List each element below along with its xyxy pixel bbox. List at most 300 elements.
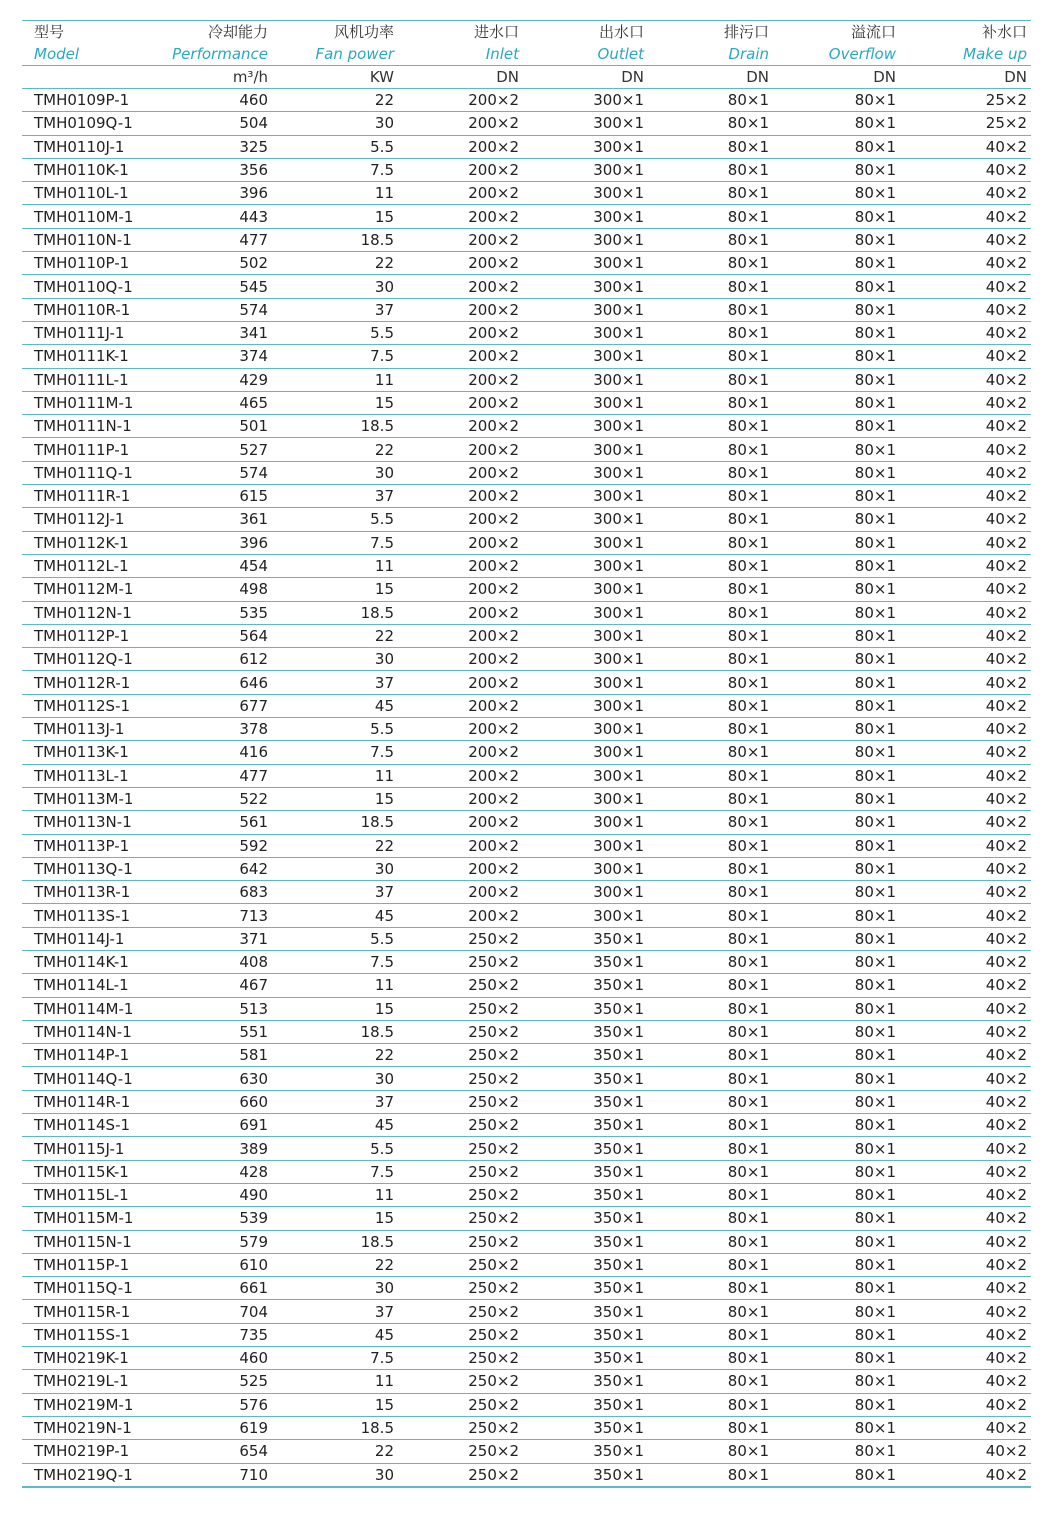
fan-power-cell: 18.5	[272, 1230, 398, 1253]
makeup-cell: 40×2	[900, 857, 1031, 880]
performance-cell: 498	[150, 578, 272, 601]
makeup-cell: 40×2	[900, 158, 1031, 181]
performance-cell: 325	[150, 135, 272, 158]
performance-cell: 429	[150, 368, 272, 391]
table-row	[22, 158, 1031, 181]
overflow-cell: 80×1	[773, 1183, 900, 1206]
drain-cell: 80×1	[648, 89, 773, 112]
performance-cell: 454	[150, 554, 272, 577]
fan-power-cell: 5.5	[272, 321, 398, 344]
overflow-cell: 80×1	[773, 508, 900, 531]
outlet-cell: 350×1	[523, 997, 648, 1020]
table-row	[22, 741, 1031, 764]
header-row-units	[22, 66, 1031, 89]
table-row	[22, 997, 1031, 1020]
outlet-cell: 300×1	[523, 321, 648, 344]
header-row-chinese	[22, 21, 1031, 44]
fan-power-cell: 11	[272, 1370, 398, 1393]
fan-power-cell: 18.5	[272, 228, 398, 251]
model-cell: TMH0113K-1	[22, 741, 150, 764]
table-row	[22, 671, 1031, 694]
makeup-cell: 40×2	[900, 718, 1031, 741]
performance-cell: 428	[150, 1160, 272, 1183]
makeup-cell: 40×2	[900, 531, 1031, 554]
performance-cell: 691	[150, 1114, 272, 1137]
performance-cell: 660	[150, 1090, 272, 1113]
header-drain-en: Drain	[648, 43, 773, 66]
table-row	[22, 368, 1031, 391]
fan-power-cell: 30	[272, 1463, 398, 1487]
table-row	[22, 1207, 1031, 1230]
model-cell: TMH0113Q-1	[22, 857, 150, 880]
drain-cell: 80×1	[648, 764, 773, 787]
model-cell: TMH0115Q-1	[22, 1277, 150, 1300]
drain-cell: 80×1	[648, 741, 773, 764]
drain-cell: 80×1	[648, 927, 773, 950]
overflow-cell: 80×1	[773, 89, 900, 112]
inlet-cell: 250×2	[398, 1370, 523, 1393]
inlet-cell: 200×2	[398, 135, 523, 158]
table-row	[22, 321, 1031, 344]
fan-power-cell: 11	[272, 974, 398, 997]
model-cell: TMH0112N-1	[22, 601, 150, 624]
inlet-cell: 200×2	[398, 881, 523, 904]
makeup-cell: 40×2	[900, 578, 1031, 601]
outlet-cell: 300×1	[523, 881, 648, 904]
drain-cell: 80×1	[648, 228, 773, 251]
outlet-cell: 350×1	[523, 1090, 648, 1113]
model-cell: TMH0112M-1	[22, 578, 150, 601]
overflow-cell: 80×1	[773, 1067, 900, 1090]
overflow-cell: 80×1	[773, 1300, 900, 1323]
fan-power-cell: 7.5	[272, 741, 398, 764]
unit-outlet: DN	[523, 66, 648, 89]
inlet-cell: 200×2	[398, 601, 523, 624]
model-cell: TMH0110N-1	[22, 228, 150, 251]
inlet-cell: 200×2	[398, 368, 523, 391]
table-row	[22, 1114, 1031, 1137]
table-row	[22, 927, 1031, 950]
makeup-cell: 40×2	[900, 252, 1031, 275]
drain-cell: 80×1	[648, 135, 773, 158]
inlet-cell: 200×2	[398, 461, 523, 484]
fan-power-cell: 15	[272, 1393, 398, 1416]
outlet-cell: 300×1	[523, 648, 648, 671]
fan-power-cell: 11	[272, 368, 398, 391]
header-drain-cn: 排污口	[648, 21, 773, 44]
inlet-cell: 200×2	[398, 112, 523, 135]
outlet-cell: 300×1	[523, 531, 648, 554]
drain-cell: 80×1	[648, 1207, 773, 1230]
table-row	[22, 182, 1031, 205]
drain-cell: 80×1	[648, 881, 773, 904]
inlet-cell: 250×2	[398, 1440, 523, 1463]
makeup-cell: 40×2	[900, 904, 1031, 927]
fan-power-cell: 45	[272, 904, 398, 927]
drain-cell: 80×1	[648, 508, 773, 531]
inlet-cell: 250×2	[398, 1277, 523, 1300]
inlet-cell: 200×2	[398, 834, 523, 857]
model-cell: TMH0110J-1	[22, 135, 150, 158]
performance-cell: 502	[150, 252, 272, 275]
outlet-cell: 350×1	[523, 1044, 648, 1067]
performance-cell: 341	[150, 321, 272, 344]
inlet-cell: 200×2	[398, 438, 523, 461]
overflow-cell: 80×1	[773, 1253, 900, 1276]
makeup-cell: 40×2	[900, 1183, 1031, 1206]
makeup-cell: 40×2	[900, 1416, 1031, 1439]
overflow-cell: 80×1	[773, 228, 900, 251]
fan-power-cell: 18.5	[272, 415, 398, 438]
performance-cell: 561	[150, 811, 272, 834]
makeup-cell: 40×2	[900, 345, 1031, 368]
overflow-cell: 80×1	[773, 1090, 900, 1113]
makeup-cell: 40×2	[900, 321, 1031, 344]
makeup-cell: 40×2	[900, 834, 1031, 857]
performance-cell: 581	[150, 1044, 272, 1067]
inlet-cell: 250×2	[398, 997, 523, 1020]
table-row	[22, 624, 1031, 647]
header-fan-power-cn: 风机功率	[272, 21, 398, 44]
model-cell: TMH0114Q-1	[22, 1067, 150, 1090]
overflow-cell: 80×1	[773, 1020, 900, 1043]
performance-cell: 576	[150, 1393, 272, 1416]
unit-fan-power: KW	[272, 66, 398, 89]
fan-power-cell: 30	[272, 857, 398, 880]
makeup-cell: 40×2	[900, 438, 1031, 461]
overflow-cell: 80×1	[773, 904, 900, 927]
drain-cell: 80×1	[648, 1090, 773, 1113]
drain-cell: 80×1	[648, 578, 773, 601]
outlet-cell: 350×1	[523, 1137, 648, 1160]
fan-power-cell: 18.5	[272, 601, 398, 624]
performance-cell: 564	[150, 624, 272, 647]
overflow-cell: 80×1	[773, 1323, 900, 1346]
table-row	[22, 950, 1031, 973]
fan-power-cell: 7.5	[272, 950, 398, 973]
outlet-cell: 350×1	[523, 1370, 648, 1393]
inlet-cell: 250×2	[398, 1090, 523, 1113]
overflow-cell: 80×1	[773, 1463, 900, 1487]
makeup-cell: 40×2	[900, 554, 1031, 577]
outlet-cell: 350×1	[523, 1323, 648, 1346]
outlet-cell: 300×1	[523, 158, 648, 181]
inlet-cell: 250×2	[398, 1044, 523, 1067]
drain-cell: 80×1	[648, 624, 773, 647]
makeup-cell: 40×2	[900, 624, 1031, 647]
model-cell: TMH0114J-1	[22, 927, 150, 950]
unit-inlet: DN	[398, 66, 523, 89]
inlet-cell: 200×2	[398, 554, 523, 577]
outlet-cell: 350×1	[523, 1067, 648, 1090]
fan-power-cell: 30	[272, 1067, 398, 1090]
overflow-cell: 80×1	[773, 624, 900, 647]
performance-cell: 465	[150, 391, 272, 414]
inlet-cell: 200×2	[398, 182, 523, 205]
fan-power-cell: 7.5	[272, 158, 398, 181]
outlet-cell: 350×1	[523, 1463, 648, 1487]
header-makeup-cn: 补水口	[900, 21, 1031, 44]
makeup-cell: 40×2	[900, 601, 1031, 624]
overflow-cell: 80×1	[773, 182, 900, 205]
overflow-cell: 80×1	[773, 438, 900, 461]
fan-power-cell: 7.5	[272, 1160, 398, 1183]
overflow-cell: 80×1	[773, 1207, 900, 1230]
header-outlet-cn: 出水口	[523, 21, 648, 44]
fan-power-cell: 22	[272, 438, 398, 461]
fan-power-cell: 37	[272, 1300, 398, 1323]
drain-cell: 80×1	[648, 112, 773, 135]
model-cell: TMH0114S-1	[22, 1114, 150, 1137]
makeup-cell: 40×2	[900, 1067, 1031, 1090]
inlet-cell: 250×2	[398, 1230, 523, 1253]
table-row	[22, 1044, 1031, 1067]
outlet-cell: 350×1	[523, 1020, 648, 1043]
inlet-cell: 250×2	[398, 1463, 523, 1487]
inlet-cell: 200×2	[398, 415, 523, 438]
makeup-cell: 40×2	[900, 391, 1031, 414]
inlet-cell: 250×2	[398, 1160, 523, 1183]
makeup-cell: 40×2	[900, 1370, 1031, 1393]
drain-cell: 80×1	[648, 1183, 773, 1206]
table-row	[22, 811, 1031, 834]
outlet-cell: 300×1	[523, 252, 648, 275]
performance-cell: 677	[150, 694, 272, 717]
overflow-cell: 80×1	[773, 275, 900, 298]
inlet-cell: 200×2	[398, 158, 523, 181]
outlet-cell: 300×1	[523, 764, 648, 787]
outlet-cell: 300×1	[523, 578, 648, 601]
table-row	[22, 1137, 1031, 1160]
overflow-cell: 80×1	[773, 298, 900, 321]
model-cell: TMH0114R-1	[22, 1090, 150, 1113]
overflow-cell: 80×1	[773, 135, 900, 158]
outlet-cell: 350×1	[523, 1440, 648, 1463]
header-model-cn: 型号	[22, 21, 150, 44]
overflow-cell: 80×1	[773, 1160, 900, 1183]
overflow-cell: 80×1	[773, 252, 900, 275]
performance-cell: 592	[150, 834, 272, 857]
table-row	[22, 904, 1031, 927]
outlet-cell: 350×1	[523, 1277, 648, 1300]
outlet-cell: 300×1	[523, 624, 648, 647]
table-row	[22, 1370, 1031, 1393]
makeup-cell: 40×2	[900, 671, 1031, 694]
makeup-cell: 40×2	[900, 950, 1031, 973]
table-row	[22, 974, 1031, 997]
inlet-cell: 250×2	[398, 1393, 523, 1416]
inlet-cell: 200×2	[398, 718, 523, 741]
table-row	[22, 1416, 1031, 1439]
makeup-cell: 40×2	[900, 1020, 1031, 1043]
makeup-cell: 40×2	[900, 182, 1031, 205]
outlet-cell: 350×1	[523, 1183, 648, 1206]
table-row	[22, 508, 1031, 531]
overflow-cell: 80×1	[773, 927, 900, 950]
model-cell: TMH0110R-1	[22, 298, 150, 321]
outlet-cell: 300×1	[523, 508, 648, 531]
overflow-cell: 80×1	[773, 345, 900, 368]
outlet-cell: 300×1	[523, 135, 648, 158]
table-row	[22, 1277, 1031, 1300]
inlet-cell: 200×2	[398, 275, 523, 298]
drain-cell: 80×1	[648, 1044, 773, 1067]
fan-power-cell: 30	[272, 112, 398, 135]
fan-power-cell: 18.5	[272, 811, 398, 834]
inlet-cell: 250×2	[398, 1020, 523, 1043]
table-row	[22, 718, 1031, 741]
model-cell: TMH0112Q-1	[22, 648, 150, 671]
overflow-cell: 80×1	[773, 1393, 900, 1416]
outlet-cell: 300×1	[523, 438, 648, 461]
makeup-cell: 40×2	[900, 1044, 1031, 1067]
performance-cell: 551	[150, 1020, 272, 1043]
fan-power-cell: 11	[272, 764, 398, 787]
inlet-cell: 200×2	[398, 391, 523, 414]
makeup-cell: 40×2	[900, 1277, 1031, 1300]
drain-cell: 80×1	[648, 1230, 773, 1253]
fan-power-cell: 18.5	[272, 1020, 398, 1043]
model-cell: TMH0112K-1	[22, 531, 150, 554]
makeup-cell: 40×2	[900, 1230, 1031, 1253]
table-row	[22, 648, 1031, 671]
performance-cell: 460	[150, 89, 272, 112]
overflow-cell: 80×1	[773, 787, 900, 810]
inlet-cell: 200×2	[398, 321, 523, 344]
fan-power-cell: 11	[272, 554, 398, 577]
table-row	[22, 485, 1031, 508]
model-cell: TMH0114K-1	[22, 950, 150, 973]
model-cell: TMH0113N-1	[22, 811, 150, 834]
outlet-cell: 350×1	[523, 974, 648, 997]
outlet-cell: 300×1	[523, 368, 648, 391]
inlet-cell: 250×2	[398, 1137, 523, 1160]
fan-power-cell: 45	[272, 1114, 398, 1137]
fan-power-cell: 15	[272, 391, 398, 414]
outlet-cell: 350×1	[523, 1416, 648, 1439]
model-cell: TMH0111R-1	[22, 485, 150, 508]
overflow-cell: 80×1	[773, 205, 900, 228]
inlet-cell: 250×2	[398, 1416, 523, 1439]
makeup-cell: 40×2	[900, 461, 1031, 484]
fan-power-cell: 45	[272, 1323, 398, 1346]
overflow-cell: 80×1	[773, 554, 900, 577]
makeup-cell: 40×2	[900, 997, 1031, 1020]
header-overflow-cn: 溢流口	[773, 21, 900, 44]
inlet-cell: 250×2	[398, 1300, 523, 1323]
fan-power-cell: 5.5	[272, 718, 398, 741]
fan-power-cell: 22	[272, 1440, 398, 1463]
inlet-cell: 200×2	[398, 671, 523, 694]
fan-power-cell: 30	[272, 648, 398, 671]
performance-cell: 713	[150, 904, 272, 927]
model-cell: TMH0219L-1	[22, 1370, 150, 1393]
fan-power-cell: 37	[272, 485, 398, 508]
fan-power-cell: 5.5	[272, 508, 398, 531]
model-cell: TMH0113S-1	[22, 904, 150, 927]
inlet-cell: 200×2	[398, 578, 523, 601]
drain-cell: 80×1	[648, 275, 773, 298]
fan-power-cell: 11	[272, 182, 398, 205]
makeup-cell: 40×2	[900, 228, 1031, 251]
performance-cell: 460	[150, 1347, 272, 1370]
drain-cell: 80×1	[648, 531, 773, 554]
model-cell: TMH0114M-1	[22, 997, 150, 1020]
drain-cell: 80×1	[648, 1393, 773, 1416]
overflow-cell: 80×1	[773, 1137, 900, 1160]
unit-drain: DN	[648, 66, 773, 89]
performance-cell: 416	[150, 741, 272, 764]
outlet-cell: 300×1	[523, 671, 648, 694]
inlet-cell: 250×2	[398, 1253, 523, 1276]
table-row	[22, 345, 1031, 368]
model-cell: TMH0111P-1	[22, 438, 150, 461]
drain-cell: 80×1	[648, 648, 773, 671]
makeup-cell: 40×2	[900, 135, 1031, 158]
performance-cell: 654	[150, 1440, 272, 1463]
makeup-cell: 40×2	[900, 927, 1031, 950]
fan-power-cell: 18.5	[272, 1416, 398, 1439]
makeup-cell: 40×2	[900, 205, 1031, 228]
drain-cell: 80×1	[648, 1277, 773, 1300]
model-cell: TMH0112P-1	[22, 624, 150, 647]
header-inlet-cn: 进水口	[398, 21, 523, 44]
drain-cell: 80×1	[648, 997, 773, 1020]
table-row	[22, 531, 1031, 554]
outlet-cell: 300×1	[523, 787, 648, 810]
overflow-cell: 80×1	[773, 997, 900, 1020]
model-cell: TMH0115K-1	[22, 1160, 150, 1183]
makeup-cell: 40×2	[900, 974, 1031, 997]
drain-cell: 80×1	[648, 391, 773, 414]
inlet-cell: 250×2	[398, 1114, 523, 1137]
model-cell: TMH0111K-1	[22, 345, 150, 368]
makeup-cell: 40×2	[900, 1440, 1031, 1463]
model-cell: TMH0110M-1	[22, 205, 150, 228]
table-row	[22, 1067, 1031, 1090]
drain-cell: 80×1	[648, 718, 773, 741]
model-cell: TMH0113M-1	[22, 787, 150, 810]
outlet-cell: 300×1	[523, 112, 648, 135]
model-cell: TMH0112L-1	[22, 554, 150, 577]
overflow-cell: 80×1	[773, 1230, 900, 1253]
outlet-cell: 300×1	[523, 601, 648, 624]
fan-power-cell: 15	[272, 578, 398, 601]
model-cell: TMH0114N-1	[22, 1020, 150, 1043]
overflow-cell: 80×1	[773, 741, 900, 764]
drain-cell: 80×1	[648, 1253, 773, 1276]
table-row	[22, 1253, 1031, 1276]
model-cell: TMH0113L-1	[22, 764, 150, 787]
drain-cell: 80×1	[648, 974, 773, 997]
table-row	[22, 834, 1031, 857]
model-cell: TMH0114L-1	[22, 974, 150, 997]
outlet-cell: 300×1	[523, 182, 648, 205]
fan-power-cell: 22	[272, 1044, 398, 1067]
inlet-cell: 200×2	[398, 811, 523, 834]
inlet-cell: 200×2	[398, 531, 523, 554]
performance-cell: 361	[150, 508, 272, 531]
overflow-cell: 80×1	[773, 1114, 900, 1137]
table-row	[22, 787, 1031, 810]
drain-cell: 80×1	[648, 368, 773, 391]
drain-cell: 80×1	[648, 671, 773, 694]
drain-cell: 80×1	[648, 834, 773, 857]
makeup-cell: 40×2	[900, 881, 1031, 904]
performance-cell: 619	[150, 1416, 272, 1439]
performance-cell: 704	[150, 1300, 272, 1323]
model-cell: TMH0115N-1	[22, 1230, 150, 1253]
